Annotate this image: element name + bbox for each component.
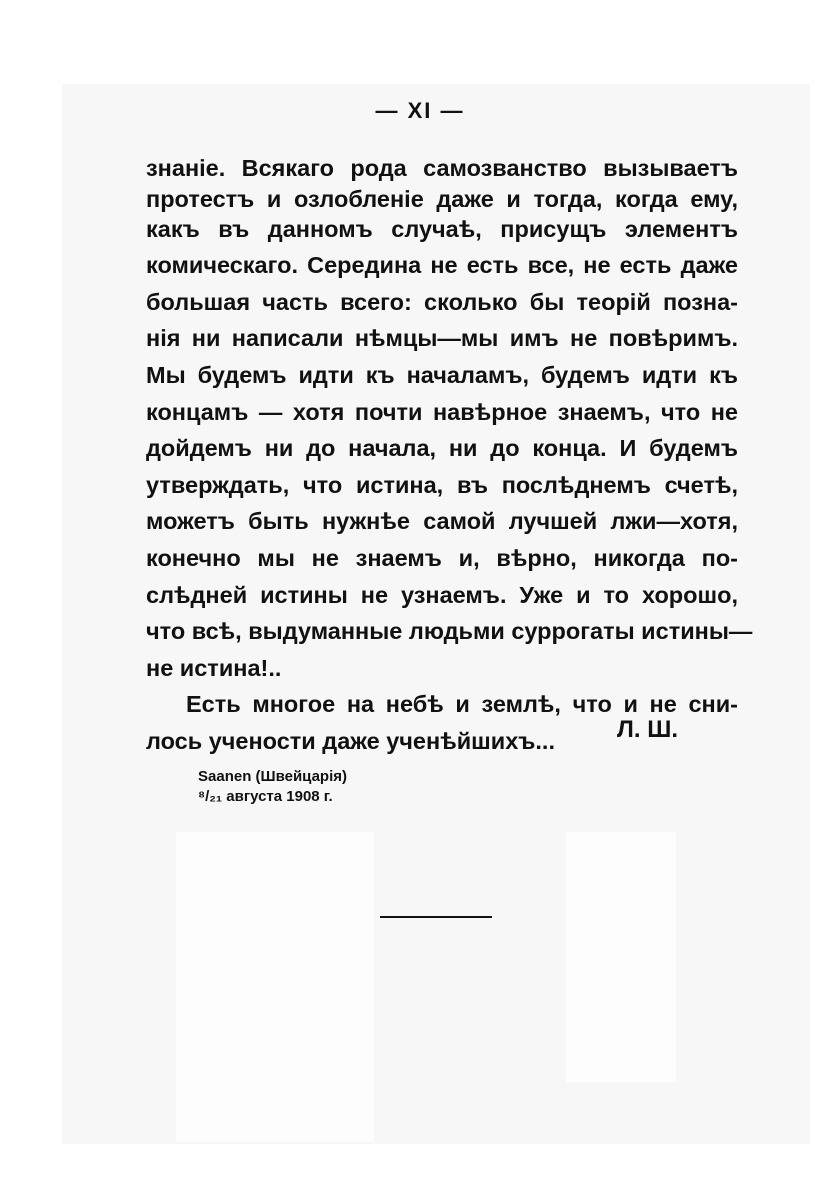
text-line: нія ни написали нѣмцы—мы имъ не повѣримъ.	[146, 325, 738, 352]
text-line: комическаго. Середина не есть все, не есть даже	[146, 252, 738, 279]
section-divider-rule	[380, 916, 492, 918]
text-line: можетъ быть нужнѣе самой лучшей лжи—хотя,	[146, 508, 738, 535]
text-line: дойдемъ ни до начала, ни до конца. И будемъ	[146, 435, 738, 462]
text-line: Есть многое на небѣ и землѣ, что и не сни-	[186, 691, 738, 718]
text-line: утверждать, что истина, въ послѣднемъ счетѣ,	[146, 471, 738, 498]
text-line: конечно мы не знаемъ и, вѣрно, никогда по-	[146, 544, 738, 571]
text-line: что всѣ, выдуманные людьми суррогаты истины—	[146, 618, 753, 645]
text-line: какъ въ данномъ случаѣ, присущъ элементъ	[146, 215, 738, 242]
author-signature: Л. Ш.	[617, 716, 678, 743]
page-number: — XI —	[375, 98, 465, 123]
text-line: знаніе. Всякаго рода самозванство вызываетъ	[146, 155, 738, 181]
date-line: ⁸/₂₁ августа 1908 г.	[198, 788, 333, 805]
scan-patch	[176, 832, 374, 1142]
text-line: концамъ — хотя почти навѣрное знаемъ, что не	[146, 398, 738, 425]
scan-patch	[566, 832, 676, 1082]
text-line: не истина!..	[146, 654, 282, 681]
body-text	[146, 150, 753, 760]
place-line: Saanen (Швейцарія)	[198, 768, 348, 785]
text-line: большая часть всего: сколько бы теорій позна-	[146, 288, 738, 315]
text-line: слѣдней истины не узнаемъ. Уже и то хорошо,	[146, 581, 738, 608]
text-line: лось учености даже ученѣйшихъ...	[146, 727, 555, 754]
text-line: Мы будемъ идти къ началамъ, будемъ идти къ	[146, 361, 738, 388]
text-line: протестъ и озлобленіе даже и тогда, когда ему,	[146, 185, 738, 212]
